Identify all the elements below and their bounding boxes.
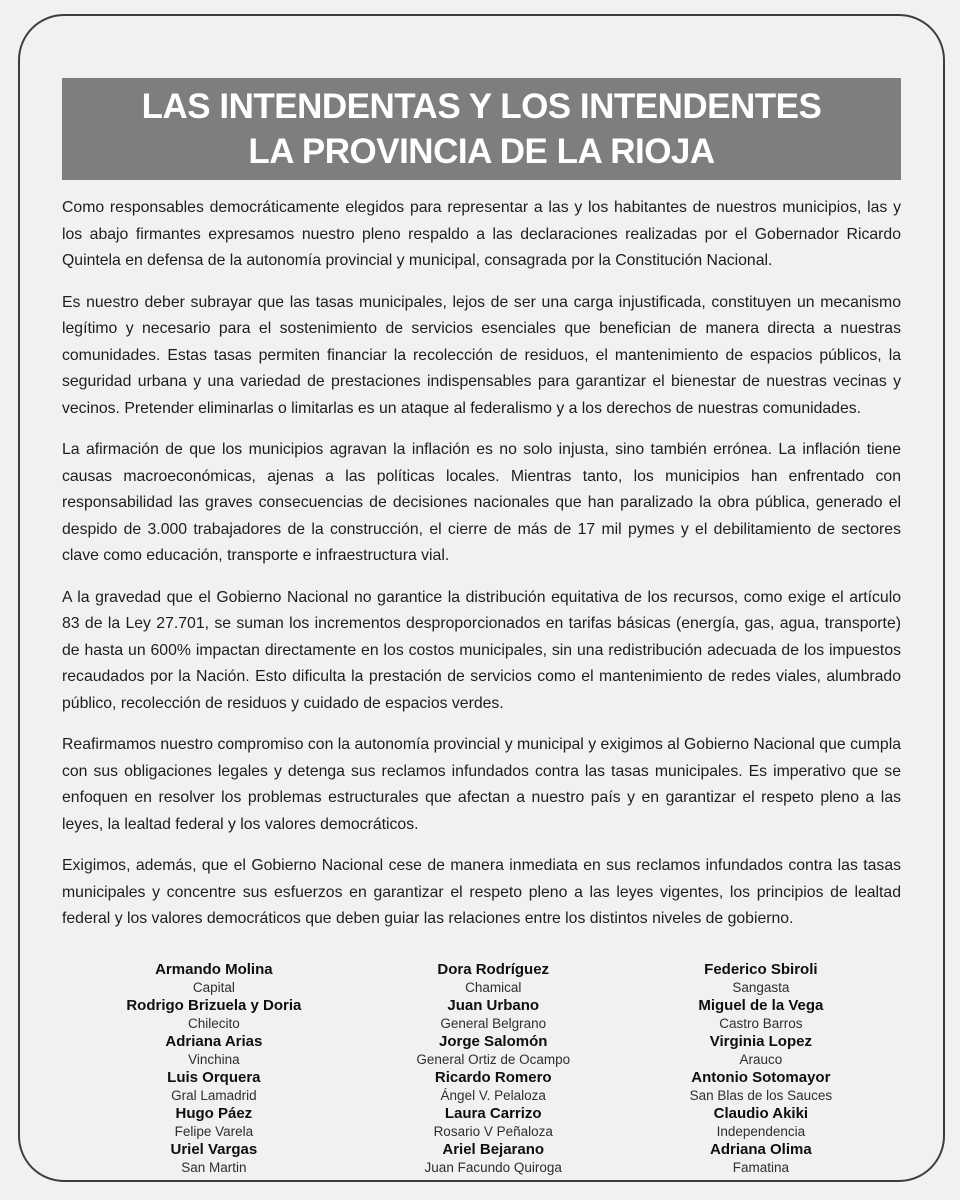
signature-entry	[366, 1141, 621, 1177]
signature-entry	[366, 1105, 621, 1141]
statement-card	[18, 14, 945, 1182]
signer-name: Juan Urbano	[447, 996, 540, 1014]
paragraph-municipal-taxes: Es nuestro deber subrayar que las tasas municipales, lejos de ser una carga injustificada, constituyen un mecanismo legítimo y necesario para el sostenimiento de servicios esenciales que benefician de manera directa a nuestras comunidades. Estas tasas permiten financiar la recolección de residuos, el mantenimiento de espacios públicos, la seguridad urbana y una variedad de prestaciones indispensables para garantizar el bienestar de nuestras vecinas y vecinos. Pretender eliminarlas o limitarlas es un ataque al federalismo y a los derechos de nuestras comunidades.	[62, 293, 901, 417]
signature-entry	[62, 997, 366, 1033]
signature-entry	[62, 961, 366, 997]
signer-name: Federico Sbiroli	[704, 960, 818, 978]
signer-municipality: Ángel V. Pelaloza	[440, 1087, 546, 1103]
signer-name: Rodrigo Brizuela y Doria	[126, 996, 302, 1014]
title-banner	[62, 78, 901, 180]
signature-entry	[62, 1105, 366, 1141]
signature-entry	[366, 961, 621, 997]
signature-entry	[621, 961, 901, 997]
signer-municipality: Juan Facundo Quiroga	[424, 1159, 562, 1175]
page-title-line-2: LA PROVINCIA DE LA RIOJA	[248, 132, 715, 171]
signer-name: Armando Molina	[155, 960, 273, 978]
signature-column-2	[366, 961, 621, 1177]
signer-name: Adriana Arias	[165, 1032, 263, 1050]
signer-municipality: Chamical	[465, 979, 522, 995]
paragraph-support-governor: Como responsables democráticamente elegidos para representar a las y los habitantes de nuestros municipios, las y los abajo firmantes expresamos nuestro pleno respaldo a las declaraciones realizadas por el Gobernador Ricardo Quintela en defensa de la autonomía provincial y municipal, consagrada por la Constitución Nacional.	[62, 199, 901, 269]
signer-municipality: Chilecito	[187, 1015, 240, 1031]
signer-municipality: Felipe Varela	[174, 1123, 254, 1139]
signer-name: Dora Rodríguez	[437, 960, 550, 978]
signer-name: Luis Orquera	[167, 1068, 261, 1086]
signer-municipality: Capital	[192, 979, 235, 995]
signature-entry	[366, 1069, 621, 1105]
signer-municipality: Sangasta	[732, 979, 790, 995]
signer-municipality: Gral Lamadrid	[171, 1087, 257, 1103]
signer-name: Hugo Páez	[175, 1104, 253, 1122]
statement-body	[62, 195, 901, 933]
signature-column-1	[62, 961, 366, 1177]
signature-entry	[621, 1105, 901, 1141]
signer-name: Jorge Salomón	[439, 1032, 548, 1050]
paragraph-inflation-claim: La afirmación de que los municipios agravan la inflación es no solo injusta, sino también errónea. La inflación tiene causas macroeconómicas, ajenas a las políticas locales. Mientras tanto, los municipios han enfrentado con responsabilidad las graves consecuencias de decisiones nacionales que han paralizado la obra pública, generado el despido de 3.000 trabajadores de la construcción, el cierre de más de 17 mil pymes y el debilitamiento de sectores clave como educación, transporte e infraestructura vial.	[62, 441, 901, 564]
signer-name: Ricardo Romero	[434, 1068, 552, 1086]
signature-entry	[366, 1033, 621, 1069]
signer-name: Adriana Olima	[710, 1140, 812, 1158]
signature-entry	[621, 997, 901, 1033]
signer-municipality: General Ortiz de Ocampo	[416, 1051, 571, 1067]
signature-entry	[366, 997, 621, 1033]
signature-entry	[621, 1069, 901, 1105]
signer-municipality: Castro Barros	[719, 1015, 803, 1031]
signature-entry	[621, 1141, 901, 1177]
signer-name: Miguel de la Vega	[698, 996, 824, 1014]
signature-entry	[62, 1141, 366, 1177]
signatures-section	[62, 961, 901, 1177]
signer-municipality: Famatina	[732, 1159, 789, 1175]
paragraph-reaffirm-commitment: Reafirmamos nuestro compromiso con la autonomía provincial y municipal y exigimos al Gobierno Nacional que cumpla con sus obligaciones legales y detenga sus reclamos infundados contra las tasas municipales. Es imperativo que se enfoquen en resolver los problemas estructurales que afectan a nuestro país y en garantizar el respeto pleno a las leyes, la lealtad federal y los valores democráticos.	[62, 736, 901, 833]
signer-name: Uriel Vargas	[170, 1140, 258, 1158]
signer-municipality: Arauco	[739, 1051, 783, 1067]
signer-name: Ariel Bejarano	[442, 1140, 545, 1158]
signer-name: Claudio Akiki	[713, 1104, 809, 1122]
paragraph-final-demand: Exigimos, además, que el Gobierno Nacional cese de manera inmediata en sus reclamos infundados contra las tasas municipales y concentre sus esfuerzos en garantizar el respeto pleno a las leyes vigentes, los principios de lealtad federal y los valores democráticos que deben guiar las relaciones entre los distintos niveles de gobierno.	[62, 857, 901, 927]
signer-municipality: Rosario V Peñaloza	[433, 1123, 553, 1139]
signer-name: Virginia Lopez	[709, 1032, 812, 1050]
signature-entry	[62, 1033, 366, 1069]
paragraph-resource-distribution: A la gravedad que el Gobierno Nacional no garantice la distribución equitativa de los recursos, como exige el artículo 83 de la Ley 27.701, se suman los incrementos desproporcionados en tarifas básicas (energía, gas, agua, transporte) de hasta un 600% impactan directamente en los costos municipales, sin una redistribución adecuada de los impuestos recaudados por la Nación. Esto dificulta la prestación de servicios como el mantenimiento de redes viales, alumbrado público, recolección de residuos y cuidado de espacios verdes.	[62, 588, 901, 712]
signer-name: Antonio Sotomayor	[691, 1068, 831, 1086]
signer-municipality: San Blas de los Sauces	[689, 1087, 833, 1103]
signer-name: Laura Carrizo	[444, 1104, 542, 1122]
signer-municipality: Independencia	[716, 1123, 806, 1139]
signer-municipality: Vinchina	[188, 1051, 240, 1067]
page-title-line-1: LAS INTENDENTAS Y LOS INTENDENTES	[141, 87, 822, 126]
signature-entry	[621, 1033, 901, 1069]
signer-municipality: General Belgrano	[440, 1015, 547, 1031]
signature-column-3	[621, 961, 901, 1177]
signature-entry	[62, 1069, 366, 1105]
signer-municipality: San Martin	[181, 1159, 247, 1175]
